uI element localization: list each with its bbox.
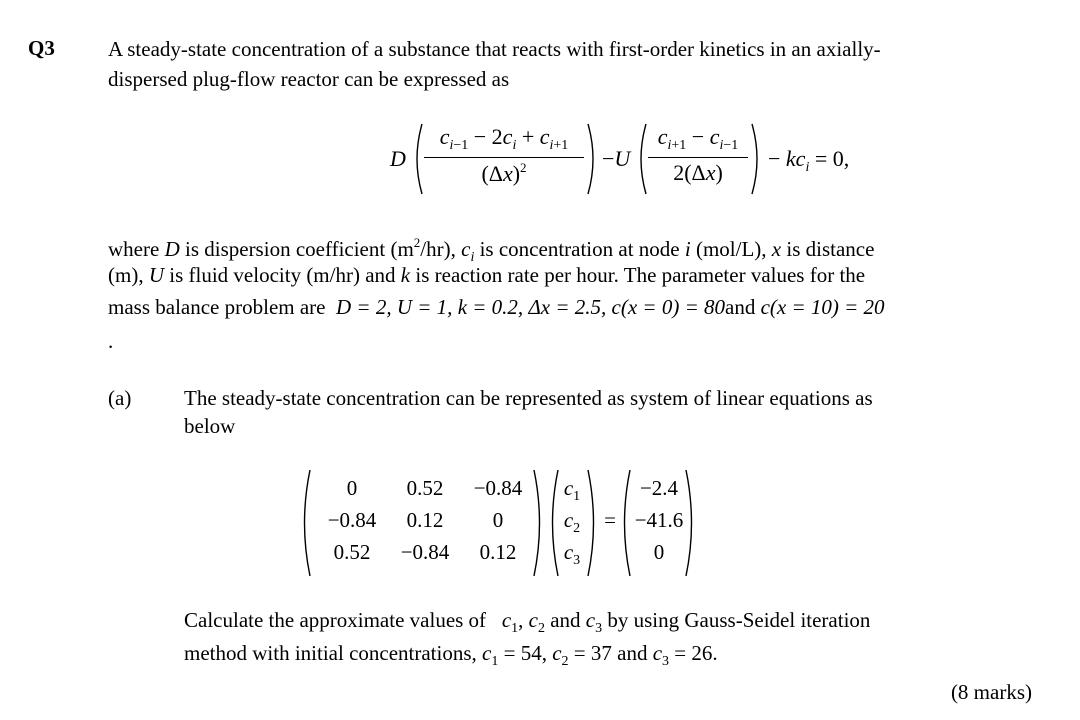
mol-text: (mol/L), [695,237,767,261]
where-line-3 [108,291,885,323]
eq-left-paren-1 [410,122,424,196]
velocity-text: is fluid velocity (m/hr) and [169,263,396,287]
eq-fraction-2 [648,124,748,186]
calc-line-1: Calculate the approximate values of $c_1$, $c_2$ and $c_3$ by using Gauss-Seidel iteration [184,608,871,636]
intro-line-2: dispersed plug-flow reactor can be expressed as [108,67,510,91]
part-a-line-2: below [184,414,236,438]
eq-right-paren-2 [750,122,764,196]
matrix-cell: −0.84 [473,476,523,500]
param-k: k = 0.2, [457,295,524,319]
intro-line-1: A steady-state concentration of a substance that reacts with first-order kinetics in an axially- [108,37,881,61]
where-text: where [108,237,160,261]
marks: (8 marks) [950,680,1032,704]
param-U: U = 1, [396,295,453,319]
eq-fraction-1-denominator: $(\Delta x)^2$ [481,160,527,186]
eq-fraction-2-denominator: 2(Δx) [673,160,723,185]
linear-system [298,468,698,578]
eq-fraction-1-numerator: $c_{i-1} - 2c_i + c_{i+1}$ [424,124,584,158]
matrix-cell: −0.84 [400,540,450,564]
rhs-entry: −41.6 [634,508,684,532]
matrix-cell: 0.12 [406,508,444,532]
part-a-label: (a) [108,386,132,410]
meter-text: (m), [108,263,144,287]
and-text: and [725,295,756,319]
eq-left-paren-2 [634,122,648,196]
rhs-entry: −2.4 [639,476,679,500]
eq-D: D [390,146,406,171]
param-c10: c(x = 10) = 20 [760,295,885,319]
matrix-right-paren [532,468,546,578]
calc-line-2: method with initial concentrations, $c_1 = 54$, $c_2 = 37$ and $c_3 = 26$. [184,641,718,669]
initial-text: method with initial concentrations, [184,641,477,665]
rate-text: is reaction rate per hour. The parameter values for the [415,263,866,287]
matrix-cell: 0.52 [406,476,444,500]
matrix-cell: 0.12 [479,540,517,564]
calc-text: Calculate the approximate values of [184,608,487,632]
dispersion-text: is dispersion coefficient (m [184,237,414,261]
rhs-right-paren [684,468,698,578]
matrix-cell: −0.84 [327,508,377,532]
vector-c-right-paren [586,468,600,578]
matrix-cell: 0.52 [333,540,371,564]
vector-c-entry: $c_1$ [563,476,581,504]
eq-right-paren-1 [586,122,600,196]
mass-balance-text: mass balance problem are [108,295,326,319]
eq-tail: − $kc_i = 0$, [768,146,850,175]
equals-sign: = [604,508,616,532]
where-line-1: where D is dispersion coefficient $(m^2/hr)$, $c_i$ is concentration at node i (mol/L), x is distance [108,235,875,265]
concentration-text: is concentration at node [479,237,680,261]
vector-c-entry: $c_3$ [563,540,581,568]
param-c0: c(x = 0) = 80 [611,295,725,319]
eq-fraction-2-numerator: $c_{i+1} - c_{i-1}$ [648,124,748,158]
vector-c-entry: $c_2$ [563,508,581,536]
eq-fraction-1 [424,124,584,187]
gauss-seidel-text: by using Gauss-Seidel iteration [607,608,871,632]
unit-text: /hr), [420,237,456,261]
question-number: Q3 [28,36,55,60]
matrix-cell: 0 [492,508,504,532]
rhs-entry: 0 [653,540,665,564]
part-a-line-1: The steady-state concentration can be represented as system of linear equations as [184,386,873,410]
matrix-left-paren [298,468,312,578]
param-D: D = 2, [336,295,392,319]
where-line-2: (m), U is fluid velocity (m/hr) and k is reaction rate per hour. The parameter values for the [108,263,866,287]
eq-minus-U: −U [602,146,631,171]
distance-text: is distance [786,237,875,261]
matrix-cell: 0 [346,476,358,500]
param-dx: Δx = 2.5, [528,295,607,319]
trailing-dot: . [108,329,114,353]
